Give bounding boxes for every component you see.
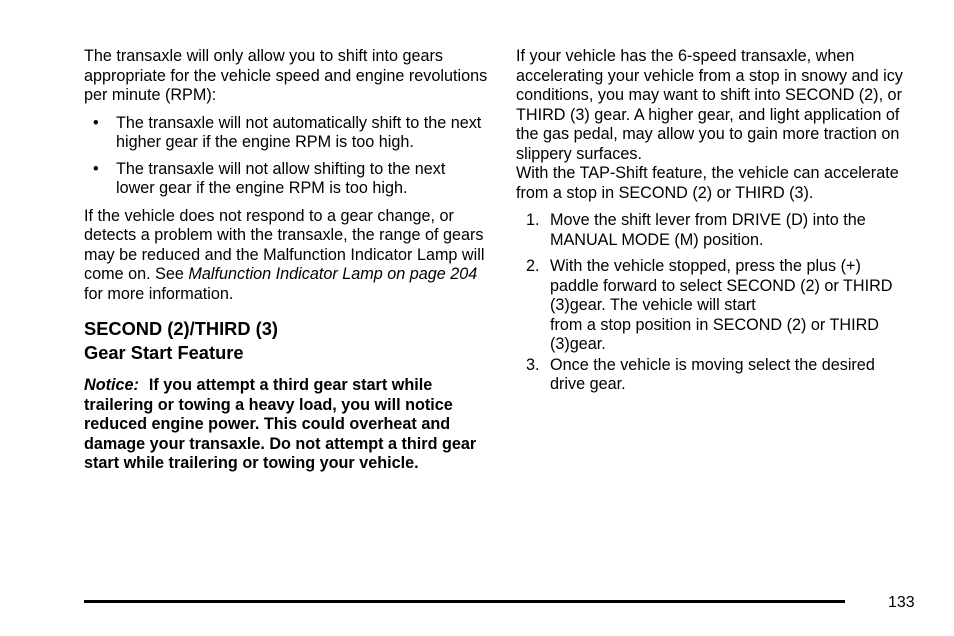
- step-text: Move the shift lever from DRIVE (D) into the MANUAL MODE (M) position.: [550, 211, 866, 249]
- steps-list: [516, 211, 906, 395]
- list-item: [516, 356, 906, 395]
- notice-label: Notice:: [84, 376, 139, 394]
- notice-text: If you attempt a third gear start while trailering or towing a heavy load, you will notice reduced engine power. This could overheat and damage your transaxle. Do not attempt a third gear start while trailering or towing your vehicle.: [84, 376, 477, 472]
- heading-line-2: Gear Start Feature: [84, 342, 244, 363]
- heading-line-1: SECOND (2)/THIRD (3): [84, 318, 278, 339]
- list-item: [516, 211, 906, 250]
- notice-paragraph: [84, 376, 488, 474]
- rpm-bullet-list: [84, 114, 488, 199]
- step-number: 2.: [526, 257, 540, 275]
- cross-reference-link[interactable]: Malfunction Indicator Lamp on page 204: [188, 265, 478, 283]
- bullet-icon: •: [93, 159, 99, 178]
- intro-paragraph: The transaxle will only allow you to shift into gears appropriate for the vehicle speed and engine revolutions per minute (RPM):: [84, 47, 488, 104]
- list-item: [516, 257, 906, 355]
- left-column: [84, 47, 488, 474]
- footer-rule: [84, 600, 845, 603]
- right-column: [516, 47, 906, 402]
- step-text-continued: from a stop position in SECOND (2) or THIRD (3)gear.: [550, 315, 879, 353]
- snow-ice-paragraph: If your vehicle has the 6-speed transaxle, when accelerating your vehicle from a stop in snowy and icy conditions, you may want to shift into SECOND (2), or THIRD (3) gear. A higher gear, and light application of the gas pedal, may allow you to gain more traction on slippery surfaces.: [516, 47, 903, 163]
- page-number: 133: [888, 594, 915, 611]
- step-text: With the vehicle stopped, press the plus (+) paddle forward to select SECOND (2) or THIRD (3)gear. The vehicle will start: [550, 257, 893, 314]
- tap-shift-paragraph: With the TAP-Shift feature, the vehicle can accelerate from a stop in SECOND (2) or THIRD (3).: [516, 164, 899, 202]
- section-heading: [84, 317, 488, 365]
- step-number: 1.: [526, 211, 540, 229]
- bullet-icon: •: [93, 113, 99, 132]
- response-text: If the vehicle does not respond to a gear change, or detects a problem with the transaxle, the range of gears may be reduced and the Malfunction Indicator Lamp will come on. See: [84, 206, 485, 283]
- response-paragraph: [84, 207, 488, 305]
- step-text: Once the vehicle is moving select the desired drive gear.: [550, 355, 875, 393]
- bullet-text: The transaxle will not automatically shift to the next higher gear if the engine RPM is too high.: [116, 113, 482, 151]
- list-item: [84, 160, 488, 199]
- list-item: [84, 114, 488, 153]
- bullet-text: The transaxle will not allow shifting to the next lower gear if the engine RPM is too high.: [116, 159, 446, 197]
- response-tail: for more information.: [84, 284, 234, 303]
- step-number: 3.: [526, 355, 540, 374]
